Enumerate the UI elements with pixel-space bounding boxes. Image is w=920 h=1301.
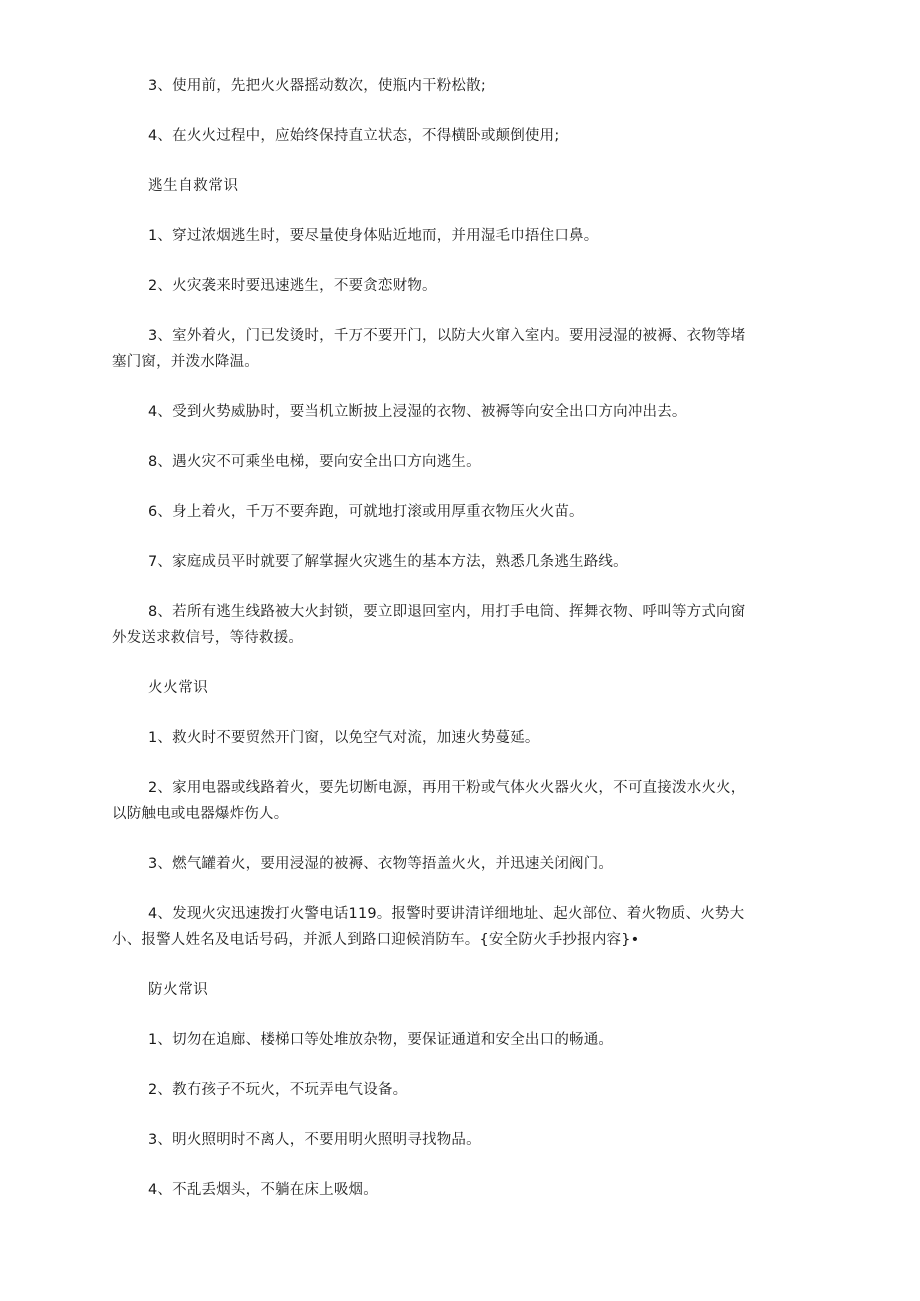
- section-heading-escape: 逃生自救常识: [148, 178, 239, 194]
- escape-item-6: 6、身上着火，千万不要奔跑，可就地打滚或用厚重衣物压火火苗。: [148, 504, 584, 520]
- escape-item-1: 1、穿过浓烟逃生时，要尽量使身体贴近地而，并用湿毛巾捂住口鼻。: [148, 228, 599, 244]
- escape-item-4: 4、受到火势威胁时，要当机立断披上浸湿的衣物、被褥等向安全出口方向冲出去。: [148, 404, 687, 420]
- fire-fighting-item-4: 4、发现火灾迅速拨打火警电话119。报警时要讲清详细地址、起火部位、着火物质、火势大小、报警人姓名及电话号码，并派人到路口迎候消防车。{安全防火手抄报内容}•: [112, 906, 745, 948]
- prevention-item-4: 4、不乱丢烟头，不躺在床上吸烟。: [148, 1182, 378, 1198]
- prevention-item-2: 2、教冇孩子不玩火，不玩弄电气设备。: [148, 1082, 408, 1098]
- section-heading-prevention: 防火常识: [148, 982, 209, 998]
- fire-fighting-item-1: 1、救火时不要贸然开门窗，以免空气对流，加速火势蔓延。: [148, 730, 540, 746]
- escape-item-2: 2、火灾袭来时要迅速逃生，不要贪恋财物。: [148, 278, 437, 294]
- prevention-item-1: 1、切勿在追廊、楼梯口等处堆放杂物，要保证通道和安全出口的畅通。: [148, 1032, 614, 1048]
- escape-item-5: 8、遇火灾不可乘坐电梯，要向安全出口方向逃生。: [148, 454, 481, 470]
- escape-item-7: 7、家庭成员平时就要了解掌握火灾逃生的基本方法，熟悉几条逃生路线。: [148, 554, 628, 570]
- escape-item-8: 8、若所有逃生线路被大火封锁，要立即退回室内，用打手电筒、挥舞衣物、呼叫等方式向窗外发送求救信号，等待救援。: [112, 604, 746, 646]
- extinguisher-step-4: 4、在火火过程中，应始终保持直立状态，不得横卧或颠倒使用;: [148, 128, 560, 144]
- extinguisher-step-3: 3、使用前，先把火火器摇动数次，使瓶内干粉松散;: [148, 78, 486, 94]
- prevention-item-3: 3、明火照明时不离人，不要用明火照明寻找物品。: [148, 1132, 481, 1148]
- escape-item-3: 3、室外着火，门已发烫时，千万不要开门，以防大火窜入室内。要用浸湿的被褥、衣物等堵塞门窗，并泼水降温。: [112, 328, 746, 370]
- section-heading-fire-fighting: 火火常识: [148, 680, 209, 696]
- fire-fighting-item-3: 3、燃气罐着火，要用浸湿的被褥、衣物等捂盖火火，并迅速关闭阀门。: [148, 856, 614, 872]
- fire-fighting-item-2: 2、家用电器或线路着火，要先切断电源，再用干粉或气体火火器火火，不可直接泼水火火，以防触电或电器爆炸伤人。: [112, 780, 746, 822]
